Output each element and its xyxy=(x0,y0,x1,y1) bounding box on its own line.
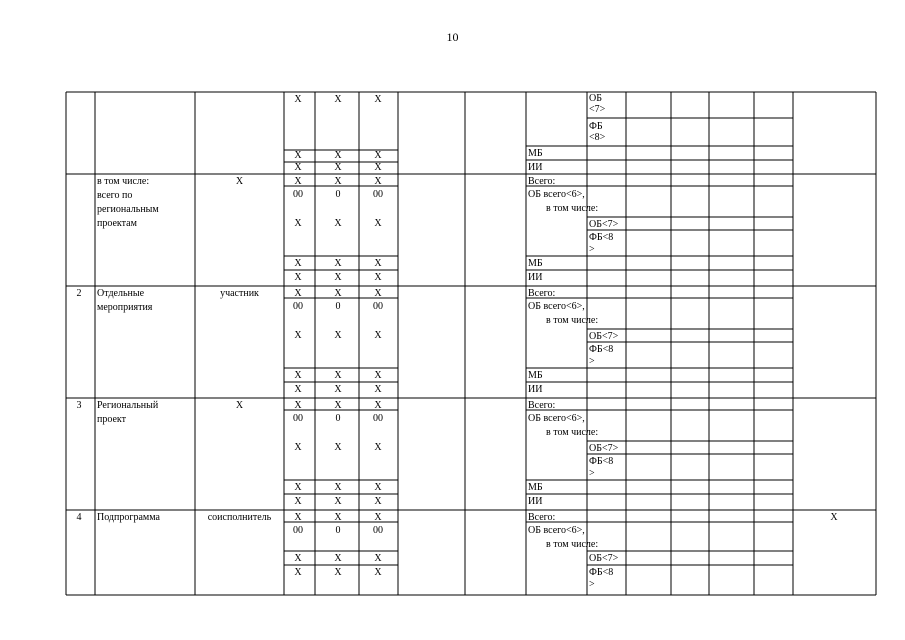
code-cell: 00 xyxy=(373,189,383,200)
x-mark: X xyxy=(334,176,342,187)
x-mark: X xyxy=(334,162,342,173)
row-name-line: проектам xyxy=(97,218,137,229)
code-cell: 00 xyxy=(373,525,383,536)
x-mark: X xyxy=(374,272,382,283)
x-mark: X xyxy=(294,218,302,229)
fund-total: Всего: xyxy=(528,176,556,187)
x-mark-last: X xyxy=(830,512,838,523)
fund-ob7: ОБ<7> xyxy=(589,443,619,454)
row-executor: участник xyxy=(220,288,259,299)
fund-total: Всего: xyxy=(528,400,556,411)
x-mark: X xyxy=(374,512,382,523)
fund-fb8-b: <8> xyxy=(589,132,606,143)
fund-ob7: ОБ<7> xyxy=(589,331,619,342)
code-cell: 00 xyxy=(293,301,303,312)
row-number: 3 xyxy=(76,400,82,411)
fund-ob-total: ОБ всего<6>, xyxy=(528,525,585,536)
x-mark: X xyxy=(374,567,382,578)
x-mark: X xyxy=(374,496,382,507)
x-mark: X xyxy=(294,162,302,173)
x-mark: X xyxy=(294,370,302,381)
x-mark: X xyxy=(374,553,382,564)
x-mark: X xyxy=(334,288,342,299)
x-mark: X xyxy=(334,442,342,453)
fund-fb8-b: > xyxy=(589,579,595,590)
code-cell: 0 xyxy=(335,413,341,424)
code-cell: 0 xyxy=(335,301,341,312)
x-mark: X xyxy=(334,482,342,493)
x-mark: X xyxy=(294,94,302,105)
row-name-line: проект xyxy=(97,414,127,425)
x-mark: X xyxy=(294,176,302,187)
fund-ii: ИИ xyxy=(528,384,543,395)
x-mark: X xyxy=(334,512,342,523)
x-mark: X xyxy=(294,553,302,564)
x-mark: X xyxy=(294,482,302,493)
row-number: 2 xyxy=(76,288,82,299)
row-executor: X xyxy=(235,400,244,411)
row-executor: соисполнитель xyxy=(207,512,272,523)
code-cell: 0 xyxy=(335,525,341,536)
fund-incl: в том числе: xyxy=(546,203,599,214)
x-mark: X xyxy=(374,482,382,493)
x-mark: X xyxy=(374,442,382,453)
fund-total: Всего: xyxy=(528,512,556,523)
fund-incl: в том числе: xyxy=(546,427,599,438)
row-name-line: Отдельные xyxy=(97,288,145,299)
x-mark: X xyxy=(294,288,302,299)
code-cell: 00 xyxy=(373,301,383,312)
fund-ob7-b: <7> xyxy=(589,104,606,115)
x-mark: X xyxy=(334,94,342,105)
row-name-line: мероприятия xyxy=(97,302,153,313)
fund-ob7: ОБ<7> xyxy=(589,219,619,230)
x-mark: X xyxy=(294,400,302,411)
x-mark: X xyxy=(374,94,382,105)
x-mark: X xyxy=(294,272,302,283)
x-mark: X xyxy=(374,258,382,269)
fund-fb8-a: ФБ<8 xyxy=(589,567,614,578)
row-name-line: Подпрограмма xyxy=(97,512,160,523)
fund-ob-total: ОБ всего<6>, xyxy=(528,189,585,200)
fund-fb8-b: > xyxy=(589,468,595,479)
fund-ii: ИИ xyxy=(528,496,543,507)
row-name-line: Региональный xyxy=(97,400,159,411)
fund-total: Всего: xyxy=(528,288,556,299)
x-mark: X xyxy=(294,258,302,269)
x-mark: X xyxy=(374,400,382,411)
x-mark: X xyxy=(294,384,302,395)
x-mark: X xyxy=(334,272,342,283)
code-cell: 00 xyxy=(293,189,303,200)
row-executor: X xyxy=(235,176,244,187)
fund-incl: в том числе: xyxy=(546,539,599,550)
x-mark: X xyxy=(294,442,302,453)
fund-ii: ИИ xyxy=(528,162,543,173)
fund-mb: МБ xyxy=(528,258,543,269)
x-mark: X xyxy=(334,370,342,381)
fund-fb8-a: ФБ<8 xyxy=(589,456,614,467)
x-mark: X xyxy=(374,330,382,341)
fund-fb8-b: > xyxy=(589,244,595,255)
x-mark: X xyxy=(374,288,382,299)
fund-fb8-a: ФБ<8 xyxy=(589,232,614,243)
x-mark: X xyxy=(334,258,342,269)
fund-fb8-a: ФБ<8 xyxy=(589,344,614,355)
row-name-line: региональным xyxy=(97,204,159,215)
x-mark: X xyxy=(374,218,382,229)
fund-ob-total: ОБ всего<6>, xyxy=(528,413,585,424)
fund-ob7-a: ОБ xyxy=(589,93,602,104)
x-mark: X xyxy=(294,512,302,523)
code-cell: 00 xyxy=(293,413,303,424)
x-mark: X xyxy=(334,496,342,507)
x-mark: X xyxy=(374,162,382,173)
fund-mb: МБ xyxy=(528,148,543,159)
x-mark: X xyxy=(374,150,382,161)
fund-incl: в том числе: xyxy=(546,315,599,326)
x-mark: X xyxy=(294,330,302,341)
x-mark: X xyxy=(334,218,342,229)
fund-ii: ИИ xyxy=(528,272,543,283)
fund-mb: МБ xyxy=(528,482,543,493)
fund-fb8-b: > xyxy=(589,356,595,367)
x-mark: X xyxy=(374,384,382,395)
code-cell: 00 xyxy=(373,413,383,424)
x-mark: X xyxy=(374,176,382,187)
x-mark: X xyxy=(294,150,302,161)
x-mark: X xyxy=(294,496,302,507)
row-name-line: в том числе: xyxy=(97,176,150,187)
x-mark: X xyxy=(334,553,342,564)
fund-fb8-a: ФБ xyxy=(589,121,603,132)
x-mark: X xyxy=(334,150,342,161)
x-mark: X xyxy=(374,370,382,381)
page-number: 10 xyxy=(446,30,459,44)
x-mark: X xyxy=(334,384,342,395)
row-number: 4 xyxy=(76,512,82,523)
x-mark: X xyxy=(334,400,342,411)
code-cell: 0 xyxy=(335,189,341,200)
x-mark: X xyxy=(334,567,342,578)
fund-ob7: ОБ<7> xyxy=(589,553,619,564)
fund-ob-total: ОБ всего<6>, xyxy=(528,301,585,312)
fund-mb: МБ xyxy=(528,370,543,381)
x-mark: X xyxy=(334,330,342,341)
code-cell: 00 xyxy=(293,525,303,536)
x-mark: X xyxy=(294,567,302,578)
row-name-line: всего по xyxy=(97,190,133,201)
